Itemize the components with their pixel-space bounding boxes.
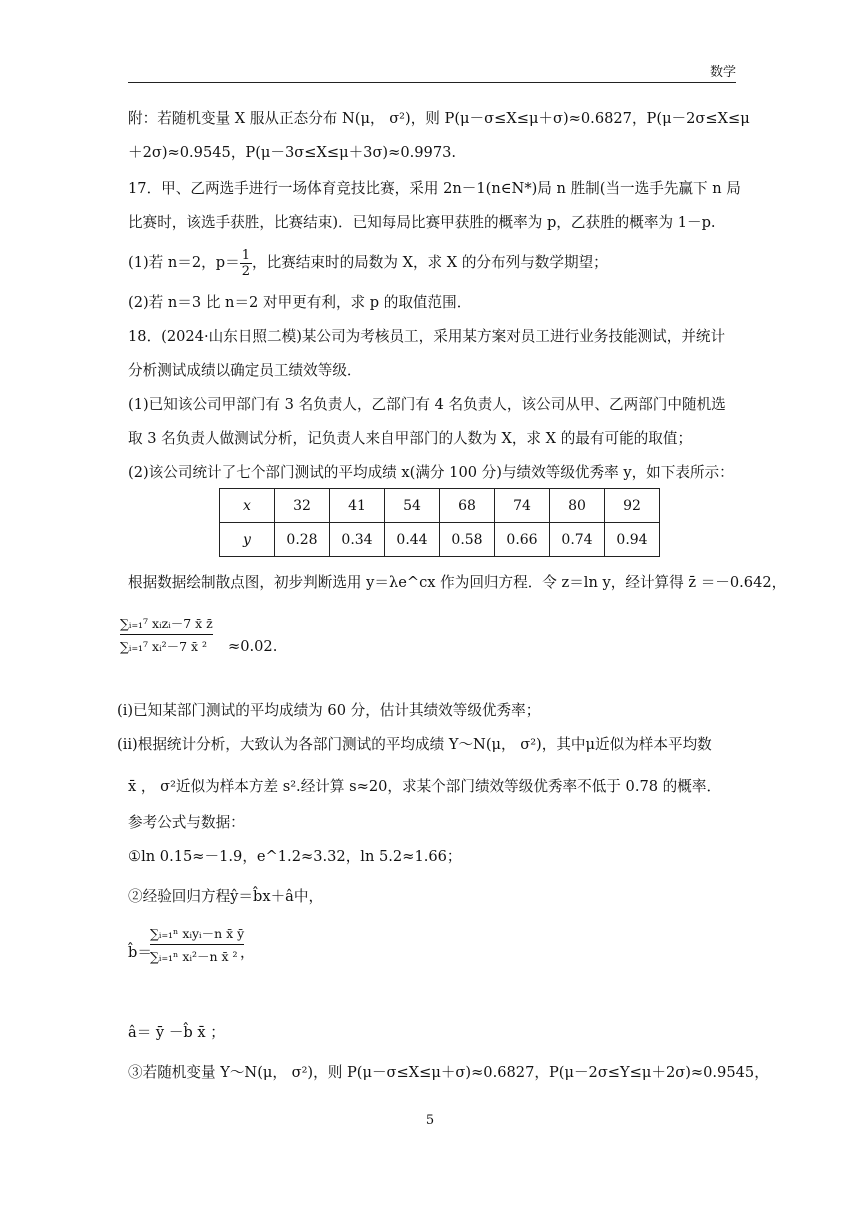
- q18-part-1-line-2: 取 3 名负责人做测试分析，记负责人来自甲部门的人数为 X，求 X 的最有可能的取值；: [128, 430, 693, 447]
- ref-title: 参考公式与数据：: [128, 814, 245, 831]
- appendix-line-1: 附：若随机变量 X 服从正态分布 N(μ， σ²)，则 P(μ－σ≤X≤μ＋σ)≈0.6827，P(μ－2σ≤X≤μ: [128, 110, 750, 127]
- b-hat-fraction-bar: [150, 944, 244, 945]
- page-number: 5: [425, 1113, 435, 1128]
- table-row-y: [220, 523, 660, 557]
- table-cell: 80: [550, 489, 605, 523]
- q18-sub-ii-line-2: x̄ ， σ²近似为样本方差 s².经计算 s≈20，求某个部门绩效等级优秀率不低于 0.78 的概率．: [128, 778, 722, 795]
- sum-fraction: [120, 614, 213, 655]
- q17-line-1: 17．甲、乙两选手进行一场体育竞技比赛，采用 2n－1(n∈N*)局 n 胜制(当一选手先赢下 n 局: [128, 180, 741, 197]
- ref-1: ①ln 0.15≈－1.9，e^1.2≈3.32，ln 5.2≈1.66；: [128, 848, 462, 865]
- table-cell: 41: [330, 489, 385, 523]
- table-row-x: [220, 489, 660, 523]
- q17-p-fraction: [240, 248, 252, 279]
- q17-p-denominator: 2: [241, 263, 250, 279]
- table-cell: 0.66: [495, 523, 550, 557]
- q18-line-1: 18．(2024·山东日照二模)某公司为考核员工，采用某方案对员工进行业务技能测试，并统计: [128, 328, 726, 345]
- q18-sub-ii-line-1: (ⅱ)根据统计分析，大致认为各部门测试的平均成绩 Y～N(μ， σ²)，其中μ近似为样本平均数: [117, 736, 712, 753]
- a-hat: â＝ ȳ －b̂ x̄ ；: [128, 1024, 225, 1041]
- table-row-y-label: y: [220, 523, 275, 557]
- table-cell: 0.44: [385, 523, 440, 557]
- table-cell: 0.28: [275, 523, 330, 557]
- table-row-x-label: x: [220, 489, 275, 523]
- ref-2: ②经验回归方程ŷ＝b̂x＋â中，: [128, 888, 324, 905]
- b-hat-suffix: ，: [240, 944, 255, 961]
- table-cell: 74: [495, 489, 550, 523]
- sum-fraction-numerator: ∑ᵢ₌₁⁷ xᵢzᵢ－7 x̄ z̄: [120, 616, 213, 631]
- b-hat-denominator: ∑ᵢ₌₁ⁿ xᵢ²－n x̄ ²: [150, 949, 238, 964]
- table-cell: 32: [275, 489, 330, 523]
- q18-part-2-line-1: (2)该公司统计了七个部门测试的平均成绩 x(满分 100 分)与绩效等级优秀率 y，如下表所示：: [128, 464, 734, 481]
- header-subject: 数学: [709, 65, 736, 80]
- sum-fraction-denominator: ∑ᵢ₌₁⁷ xᵢ²－7 x̄ ²: [120, 639, 208, 654]
- table-cell: 92: [605, 489, 660, 523]
- regression-line: 根据数据绘制散点图，初步判断选用 y＝λe^cx 作为回归方程．令 z＝ln y，经计算得 z̄ ＝－0.642，: [128, 574, 787, 591]
- b-hat-fraction: [150, 924, 244, 965]
- data-table: [219, 488, 660, 557]
- q17-line-2: 比赛时，该选手获胜，比赛结束)．已知每局比赛甲获胜的概率为 p，乙获胜的概率为 1－p.: [128, 214, 716, 231]
- q17-part-1: [128, 246, 738, 280]
- sum-result: ≈0.02.: [228, 638, 278, 655]
- table-cell: 0.74: [550, 523, 605, 557]
- table-cell: 0.94: [605, 523, 660, 557]
- b-hat-label: b̂＝: [128, 944, 152, 961]
- appendix-line-2: ＋2σ)≈0.9545，P(μ－3σ≤X≤μ＋3σ)≈0.9973.: [128, 144, 457, 161]
- q17-part-1-prefix: (1)若 n＝2，p＝: [128, 254, 240, 271]
- table-cell: 0.58: [440, 523, 495, 557]
- ref-3: ③若随机变量 Y～N(μ， σ²)，则 P(μ－σ≤X≤μ＋σ)≈0.6827，P(μ－2σ≤Y≤μ＋2σ)≈0.9545，: [128, 1064, 769, 1081]
- q17-part-1-suffix: ，比赛结束时的局数为 X，求 X 的分布列与数学期望；: [252, 254, 608, 271]
- q17-part-2: (2)若 n＝3 比 n＝2 对甲更有利，求 p 的取值范围．: [128, 294, 472, 311]
- header-rule: [128, 82, 736, 83]
- table-cell: 0.34: [330, 523, 385, 557]
- q17-p-numerator: 1: [241, 247, 250, 263]
- sum-fraction-bar: [120, 634, 213, 635]
- q18-part-1-line-1: (1)已知该公司甲部门有 3 名负责人，乙部门有 4 名负责人，该公司从甲、乙两部门中随机选: [128, 396, 726, 413]
- q18-sub-i: (ⅰ)已知某部门测试的平均成绩为 60 分，估计其绩效等级优秀率；: [117, 702, 541, 719]
- table-cell: 68: [440, 489, 495, 523]
- table-cell: 54: [385, 489, 440, 523]
- b-hat-numerator: ∑ᵢ₌₁ⁿ xᵢyᵢ－n x̄ ȳ: [150, 926, 245, 941]
- q18-line-2: 分析测试成绩以确定员工绩效等级．: [128, 362, 362, 379]
